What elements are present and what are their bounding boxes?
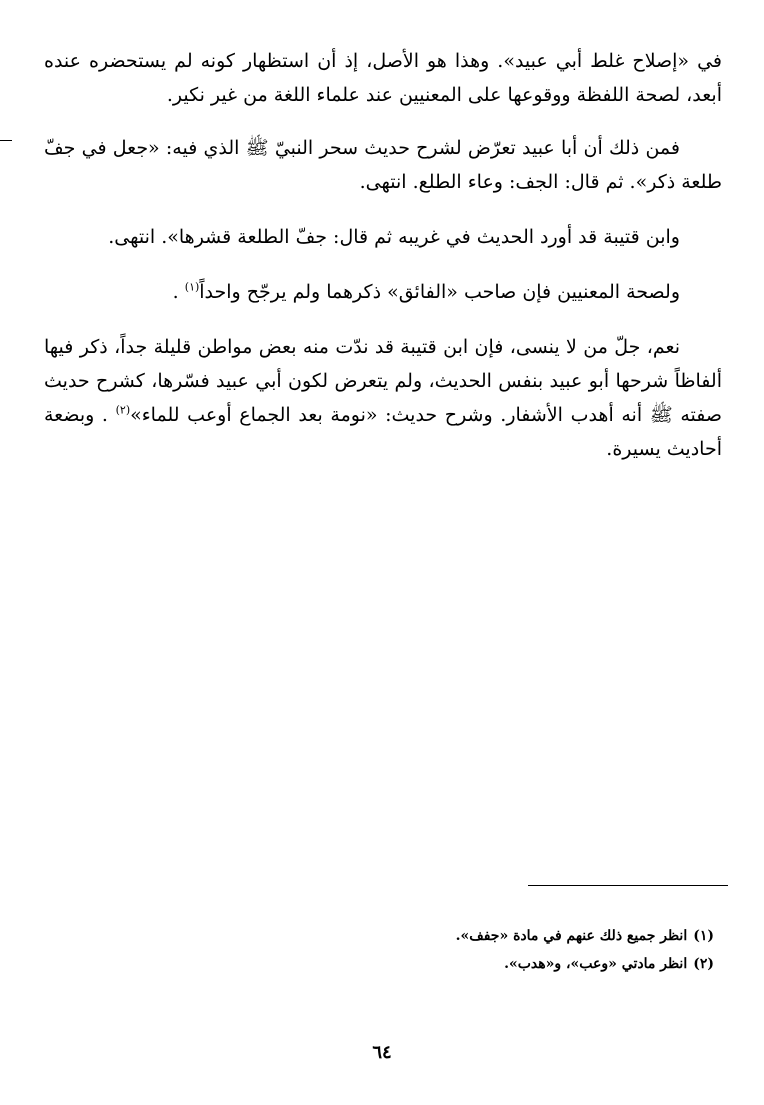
footnote-2 (94, 950, 714, 978)
margin-mark (0, 140, 12, 141)
paragraph-5 (44, 330, 722, 466)
paragraph-3: وابن قتيبة قد أورد الحديث في غريبه ثم قال: جفّ الطلعة قشرها». انتهى. (108, 226, 680, 248)
paragraph-1: في «إصلاح غلط أبي عبيد». وهذا هو الأصل، إذ أن استظهار كونه لم يستحضره عنده أبعد، لصحة اللفظة ووقوعها على المعنيين عند علماء اللغة من غير نكير. (44, 50, 722, 106)
footnote-ref-1[interactable]: (١) (184, 280, 200, 294)
paragraph-4-text: ولصحة المعنيين فإن صاحب «الفائق» ذكرهما ولم يرجّح واحداً (199, 281, 680, 303)
paragraph-4-end: . (172, 281, 185, 303)
footnote-number: (٢) (693, 956, 714, 972)
footnote-text: انظر جميع ذلك عنهم في مادة «جفف». (455, 928, 688, 944)
footnote-separator (528, 885, 728, 886)
paragraph-5-text: نعم، جلّ من لا ينسى، فإن ابن قتيبة قد ندّت منه بعض مواطن قليلة جداً، ذكر فيها ألفاظاً شرحها أبو عبيد بنفس الحديث، ولم يتعرض لكون أبي عبيد فسّرها، كشرح حديث صفته ﷺ أنه أهدب الأشفار. وشرح حديث: «نومة بعد الجماع أوعب للماء» (44, 336, 722, 426)
footnote-ref-2[interactable]: (٢) (115, 403, 131, 417)
paragraph-5-end: . وبضعة أحاديث يسيرة. (44, 404, 722, 460)
main-text (44, 44, 722, 466)
footnote-1 (94, 922, 714, 950)
footnotes (94, 922, 714, 978)
page-number: ٦٤ (372, 1042, 392, 1063)
paragraph-4 (44, 275, 722, 309)
footnote-number: (١) (693, 928, 714, 944)
footnote-text: انظر مادتي «وعب»، و«هدب». (504, 956, 688, 972)
paragraph-2: فمن ذلك أن أبا عبيد تعرّض لشرح حديث سحر النبيّ ﷺ الذي فيه: «جعل في جفّ طلعة ذكر». ثم قال: الجف: وعاء الطلع. انتهى. (44, 137, 722, 193)
